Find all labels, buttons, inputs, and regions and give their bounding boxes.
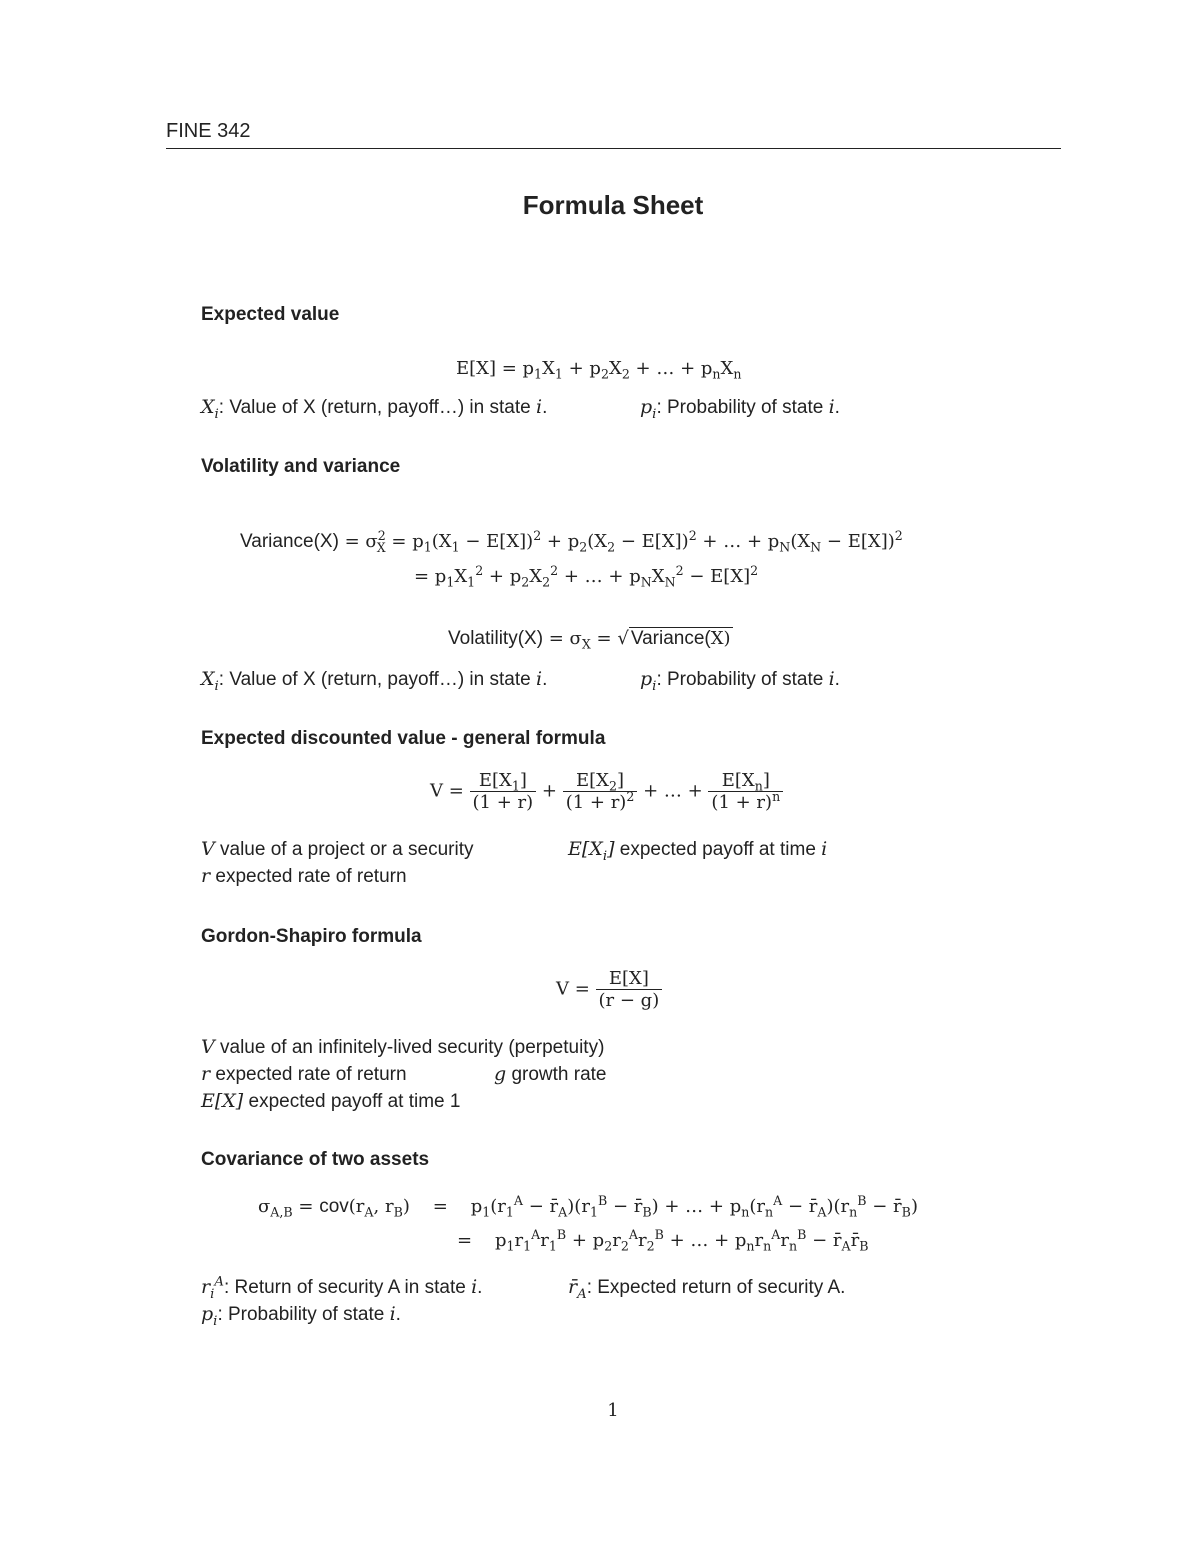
heading-covariance: Covariance of two assets xyxy=(201,1149,430,1170)
page-number: 1 xyxy=(607,1400,619,1421)
heading-gordon: Gordon-Shapiro formula xyxy=(201,926,422,947)
formula-covariance-line1: $\sigma_{A,B} = cov(r_A$, $r_B$) = $p_1(r_1^A$ − $r̄_A)(r_1^B$ − $r̄_B$) + … + $p_n(r_n^A$ − $r̄_A)(r_n^B$ − $r̄_B$) xyxy=(258,1193,918,1220)
formula-expected-value: $E[X] = p_1X_1 + p_2X_2$ + … + $p_nX_n$ xyxy=(456,358,742,382)
formula-variance-line2: = $p_1X_1^2 + p_2X_2^2$ + … + $p_NX_N^2 - E[X]^2$ xyxy=(414,563,759,590)
note-pi-covariance: $p_i$: Probability of state i. xyxy=(201,1303,401,1329)
note-r-gordon: r expected rate of return xyxy=(201,1063,407,1085)
note-xi-expected: $X_i$: Value of X (return, payoff…) in state i. xyxy=(201,396,548,422)
heading-discounted: Expected discounted value - general formula xyxy=(201,728,606,749)
note-rbar-covariance: $r̄_A$: Expected return of security A. xyxy=(568,1276,846,1302)
course-header: FINE 342 xyxy=(166,120,251,142)
header-rule xyxy=(166,148,1061,149)
heading-variance: Volatility and variance xyxy=(201,456,401,477)
formula-variance-line1: Variance(X) = $\sigma^2_X = p_1(X_1 - E[X])^2 + p_2(X_2 - E[X])^2$ + … + $p_N(X_N - E[X])^2$ xyxy=(240,528,903,555)
formula-gordon: V = $\frac{E[X]}{(r - g)}$ xyxy=(556,968,662,1011)
formula-covariance-line2: = $p_1r_1^Ar_1^B + p_2r_2^Ar_2^B$ + … + $p_nr_n^Ar_n^B$ − $r̄_Ar̄_B$ xyxy=(457,1227,869,1254)
note-pi-expected: $p_i$: Probability of state i. xyxy=(640,396,840,422)
note-ex-gordon: E[X] expected payoff at time 1 xyxy=(201,1090,461,1112)
formula-discounted: V = $\frac{E[X_1]}{(1 + r)}$ + $\frac{E[X_2]}{(1 + r)^2}$ + … + $\frac{E[X_n]}{(1 + r)^n}$ xyxy=(430,770,783,813)
page-title: Formula Sheet xyxy=(522,190,704,220)
note-xi-variance: $X_i$: Value of X (return, payoff…) in state i. xyxy=(201,668,548,694)
note-v-discounted: V value of a project or a security xyxy=(201,838,474,860)
note-v-gordon: V value of an infinitely-lived security (perpetuity) xyxy=(201,1036,605,1058)
note-g-gordon: g growth rate xyxy=(494,1063,607,1085)
note-ri-covariance: $r_i^A$: Return of security A in state i. xyxy=(201,1274,483,1302)
formula-volatility: Volatility(X) = $\sigma_X$ = √ Variance(X) xyxy=(448,628,731,652)
note-ex-discounted: $E[X_i]$ expected payoff at time i xyxy=(568,838,828,864)
heading-expected-value: Expected value xyxy=(201,304,340,325)
note-pi-variance: $p_i$: Probability of state i. xyxy=(640,668,840,694)
note-r-discounted: r expected rate of return xyxy=(201,865,407,887)
